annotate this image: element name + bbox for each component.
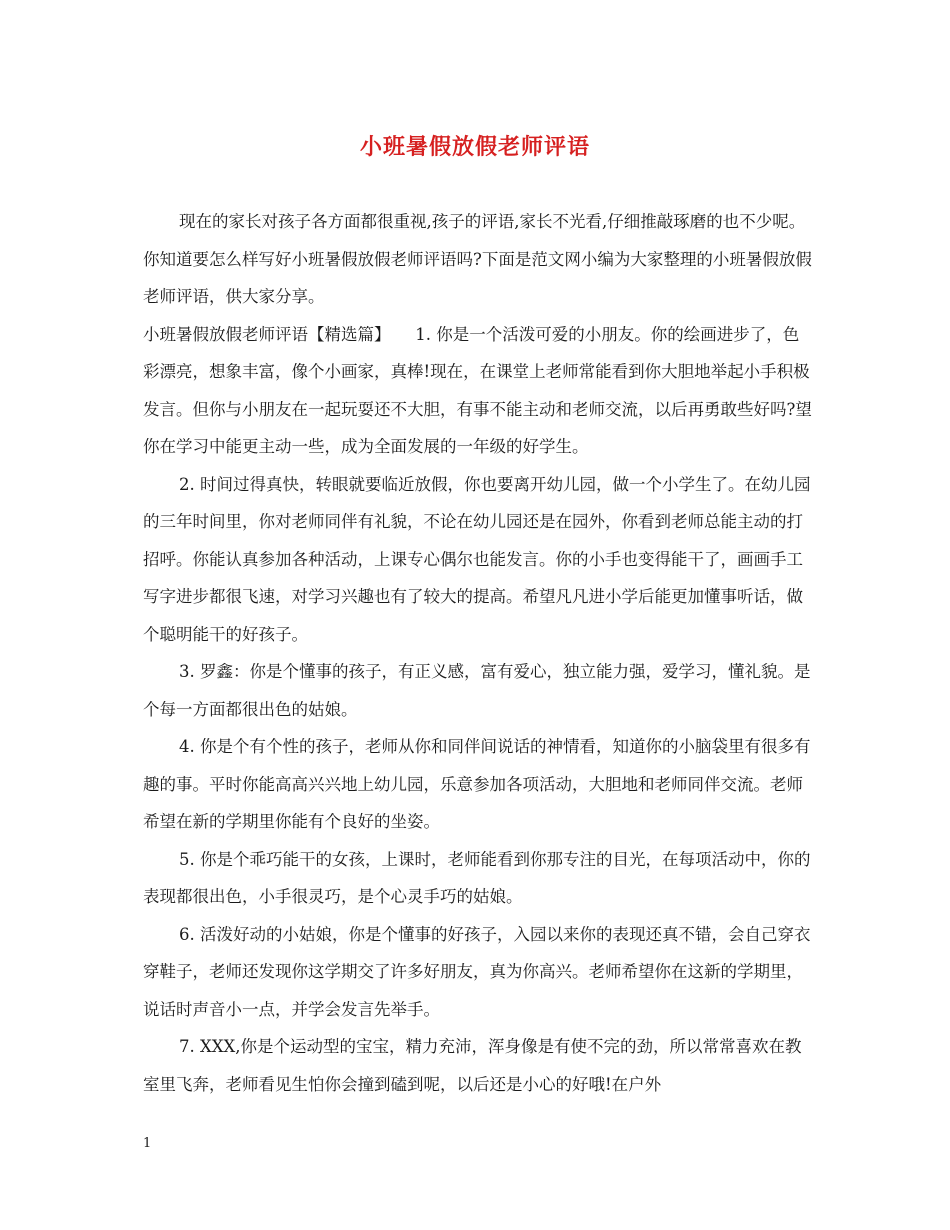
comment-paragraph-1: 小班暑假放假老师评语【精选篇】 1. 你是一个活泼可爱的小朋友。你的绘画进步了，色彩漂亮，想象丰富，像个小画家，真棒!现在，在课堂上老师常能看到你大胆地举起小手积极发言。但你与小朋友在一起玩耍还不大胆，有事不能主动和老师交流，以后再勇敢些好吗?望你在学习中能更主动一些，成为全面发展的一年级的好学生。 [143,324,812,456]
document-title: 小班暑假放假老师评语 [359,134,590,160]
comment-paragraph-6: 6. 活泼好动的小姑娘，你是个懂事的好孩子，入园以来你的表现还真不错，会自己穿衣穿鞋子，老师还发现你这学期交了许多好朋友，真为你高兴。老师希望你在这新的学期里，说话时声音小一点，并学会发言先举手。 [143,924,811,1019]
comment-paragraph-5: 5. 你是个乖巧能干的女孩，上课时，老师能看到你那专注的目光，在每项活动中，你的表现都很出色，小手很灵巧，是个心灵手巧的姑娘。 [143,849,811,906]
comment-paragraph-2: 2. 时间过得真快，转眼就要临近放假，你也要离开幼儿园，做一个小学生了。在幼儿园的三年时间里，你对老师同伴有礼貌，不论在幼儿园还是在园外，你看到老师总能主动的打招呼。你能认真参加各种活动，上课专心偶尔也能发言。你的小手也变得能干了，画画手工写字进步都很飞速，对学习兴趣也有了较大的提高。希望凡凡进小学后能更加懂事听话，做个聪明能干的好孩子。 [143,474,811,644]
intro-paragraph: 现在的家长对孩子各方面都很重视,孩子的评语,家长不光看,仔细推敲琢磨的也不少呢。你知道要怎么样写好小班暑假放假老师评语吗?下面是范文网小编为大家整理的小班暑假放假老师评语，供大家分享。 [143,212,812,306]
comment-paragraph-7: 7. XXX,你是个运动型的宝宝，精力充沛，浑身像是有使不完的劲，所以常常喜欢在教室里飞奔，老师看见生怕你会撞到磕到呢，以后还是小心的好哦!在户外 [143,1037,802,1094]
page-number: 1 [143,1136,152,1151]
comment-paragraph-3: 3. 罗鑫：你是个懂事的孩子，有正义感，富有爱心，独立能力强，爱学习，懂礼貌。是个每一方面都很出色的姑娘。 [143,662,811,719]
document-body [143,203,813,1103]
comment-paragraph-4: 4. 你是个有个性的孩子，老师从你和同伴间说话的神情看，知道你的小脑袋里有很多有趣的事。平时你能高高兴兴地上幼儿园，乐意参加各项活动，大胆地和老师同伴交流。老师希望在新的学期里你能有个良好的坐姿。 [143,737,811,831]
